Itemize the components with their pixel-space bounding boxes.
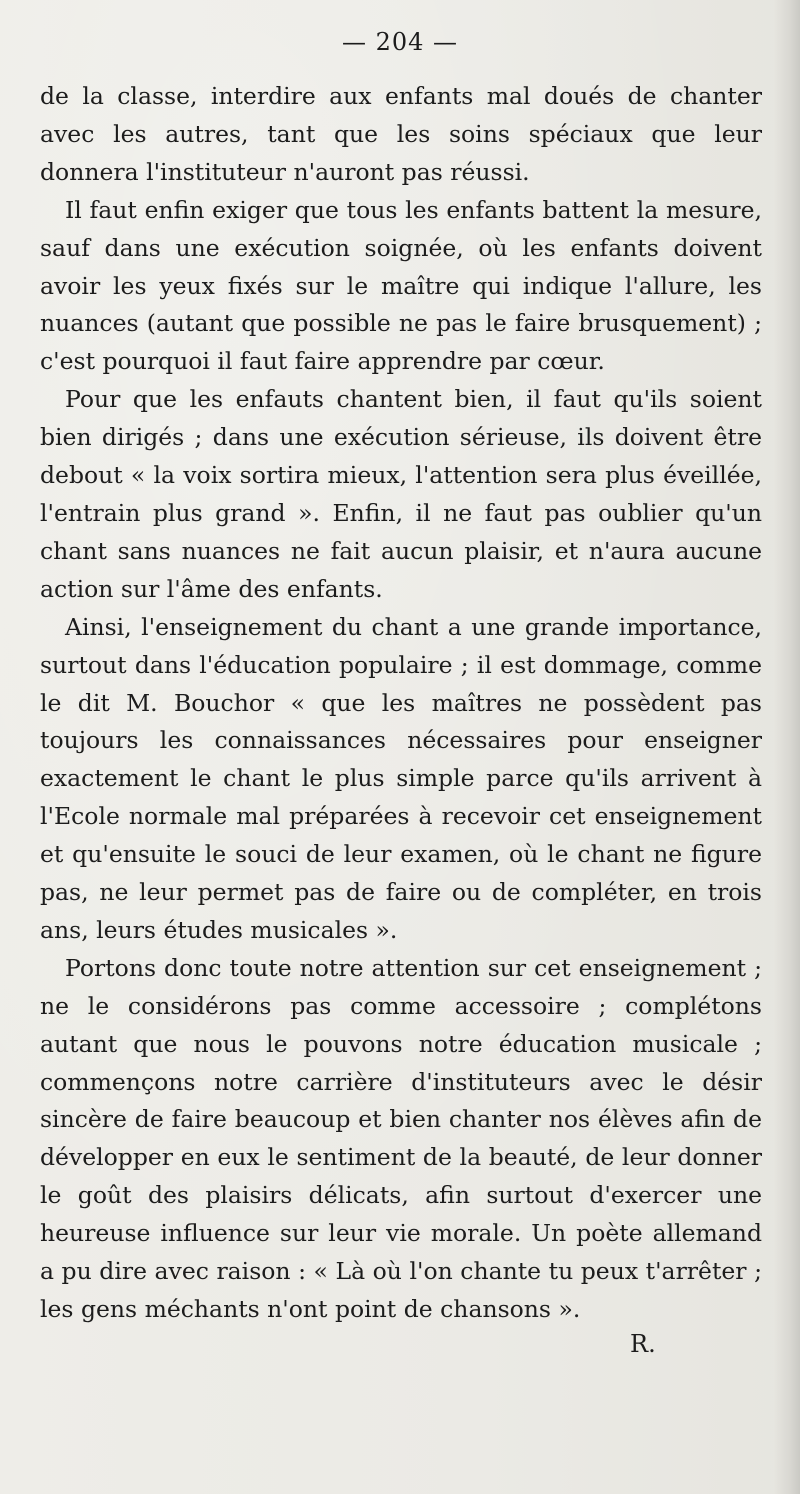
page-number: — 204 — bbox=[341, 28, 459, 56]
paragraph-2: Il faut enfin exiger que tous les enfants battent la mesure, sauf dans une exécution soignée, où les enfants doivent avoir les yeux fixés sur le maître qui indique l'allure, les nuances (autant que possible ne pas le faire brusquement) ; c'est pourquoi il faut faire apprendre par cœur. bbox=[40, 195, 762, 376]
page-edge-shadow bbox=[774, 0, 800, 1494]
paragraph-1: de la classe, interdire aux enfants mal doués de chanter avec les autres, tant que les soins spéciaux que leur donnera l'instituteur n'auront pas réussi. bbox=[40, 82, 762, 186]
body-text bbox=[40, 78, 762, 1329]
paragraph-3: Pour que les enfauts chantent bien, il faut qu'ils soient bien dirigés ; dans une exécution sérieuse, ils doivent être debout « la voix sortira mieux, l'attention sera plus éveillée, l'entrain plus grand ». Enfin, il ne faut pas oublier qu'un chant sans nuances ne fait aucun plaisir, et n'aura aucune action sur l'âme des enfants. bbox=[40, 385, 762, 603]
paragraph-4: Ainsi, l'enseignement du chant a une grande importance, surtout dans l'éducation populaire ; il est dommage, comme le dit M. Bouchor « que les maîtres ne possèdent pas toujours les connaissances nécessaires pour enseigner exactement le chant le plus simple parce qu'ils arrivent à l'Ecole normale mal préparées à recevoir cet enseignement et qu'ensuite le souci de leur examen, où le chant ne figure pas, ne leur permet pas de faire ou de compléter, en trois ans, leurs études musicales ». bbox=[40, 612, 762, 944]
paragraph-5: Portons donc toute notre attention sur cet enseignement ; ne le considérons pas comme accessoire ; complétons autant que nous le pouvons notre éducation musicale ; commençons notre carrière d'instituteurs avec le désir sincère de faire beaucoup et bien chanter nos élèves afin de développer en eux le sentiment de la beauté, de leur donner le goût des plaisirs délicats, afin surtout d'exercer une heureuse influence sur leur vie morale. Un poète allemand a pu dire avec raison : « Là où l'on chante tu peux t'arrêter ; les gens méchants n'ont point de chansons ». bbox=[40, 953, 762, 1323]
author-signature: R. bbox=[630, 1330, 656, 1358]
